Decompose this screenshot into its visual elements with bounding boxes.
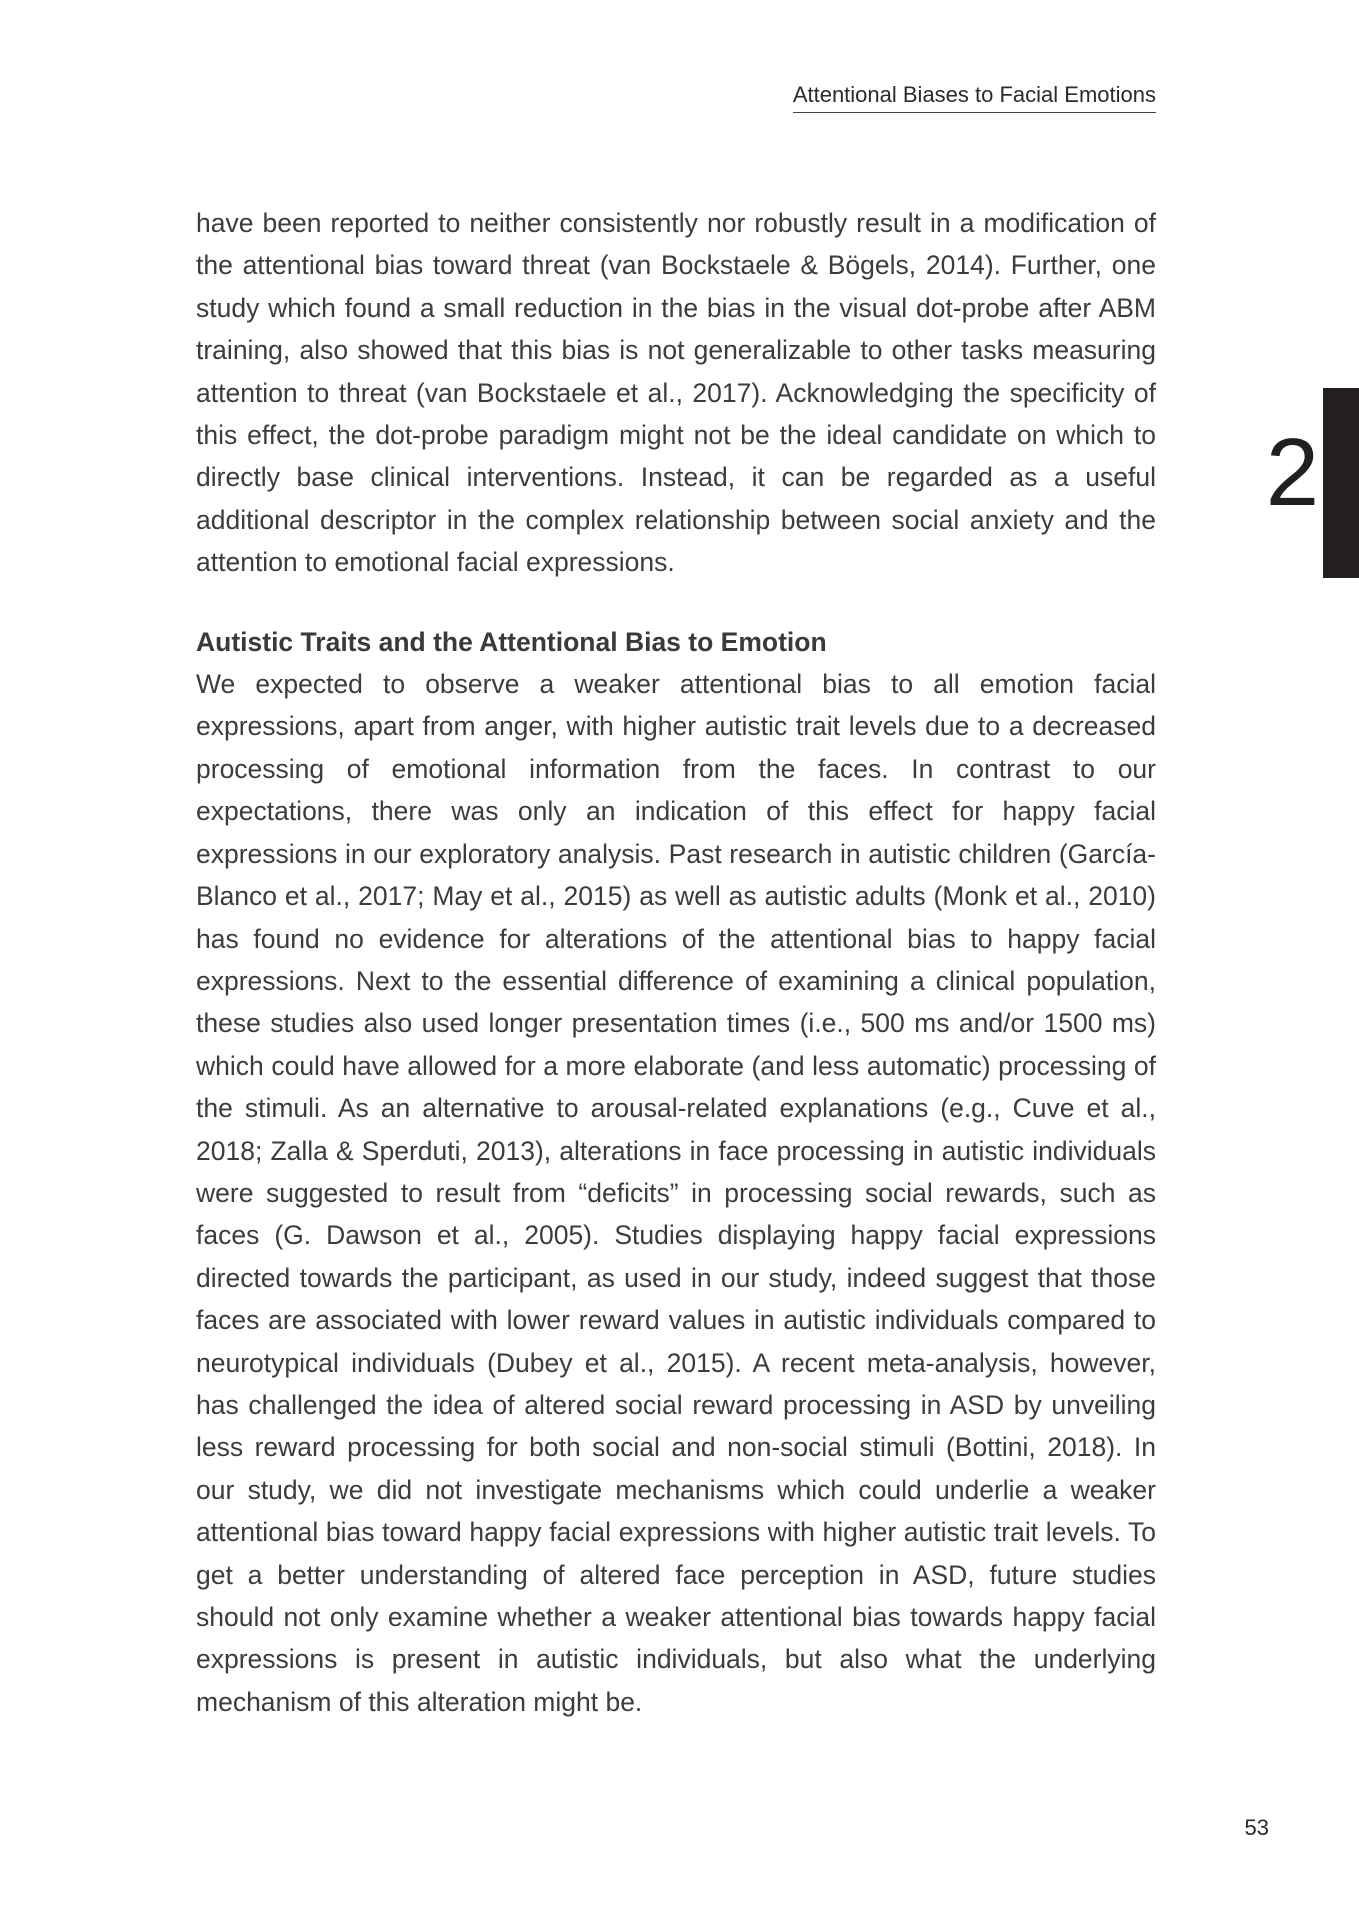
page-number: 53 [1244, 1815, 1269, 1840]
page-body [196, 202, 1156, 1723]
chapter-number: 2 [1265, 419, 1320, 526]
body-paragraph: have been reported to neither consistently nor robustly result in a modification of the attentional bias toward threat (van Bockstaele & Bögels, 2014). Further, one study which found a small reduction in the bias in the visual dot-probe after ABM training, also showed that this bias is not generalizable to other tasks measuring attention to threat (van Bockstaele et al., 2017). Acknowledging the specificity of this effect, the dot-probe paradigm might not be the ideal candidate on which to directly base clinical interventions. Instead, it can be regarded as a useful additional descriptor in the complex relationship between social anxiety and the attention to emotional facial expressions. [196, 208, 1156, 578]
running-header: Attentional Biases to Facial Emotions [793, 82, 1156, 113]
body-paragraph: We expected to observe a weaker attentional bias to all emotion facial expressions, apart from anger, with higher autistic trait levels due to a decreased processing of emotional information from the faces. In contrast to our expectations, there was only an indication of this effect for happy facial expressions in our exploratory analysis. Past research in autistic children (García-Blanco et al., 2017; May et al., 2015) as well as autistic adults (Monk et al., 2010) has found no evidence for alterations of the attentional bias to happy facial expressions. Next to the essential difference of examining a clinical population, these studies also used longer presentation times (i.e., 500 ms and/or 1500 ms) which could have allowed for a more elaborate (and less automatic) processing of the stimuli. As an alternative to arousal-related explanations (e.g., Cuve et al., 2018; Zalla & Sperduti, 2013), alterations in face processing in autistic individuals were suggested to result from “deficits” in processing social rewards, such as faces (G. Dawson et al., 2005). Studies displaying happy facial expressions directed towards the participant, as used in our study, indeed suggest that those faces are associated with lower reward values in autistic individuals compared to neurotypical individuals (Dubey et al., 2015). A recent meta-analysis, however, has challenged the idea of altered social reward processing in ASD by unveiling less reward processing for both social and non-social stimuli (Bottini, 2018). In our study, we did not investigate mechanisms which could underlie a weaker attentional bias toward happy facial expressions with higher autistic trait levels. To get a better understanding of altered face perception in ASD, future studies should not only examine whether a weaker attentional bias towards happy facial expressions is present in autistic individuals, but also what the underlying mechanism of this alteration might be. [196, 669, 1156, 1717]
chapter-tab-marker [1323, 388, 1359, 578]
section-heading: Autistic Traits and the Attentional Bias to Emotion [196, 626, 827, 657]
